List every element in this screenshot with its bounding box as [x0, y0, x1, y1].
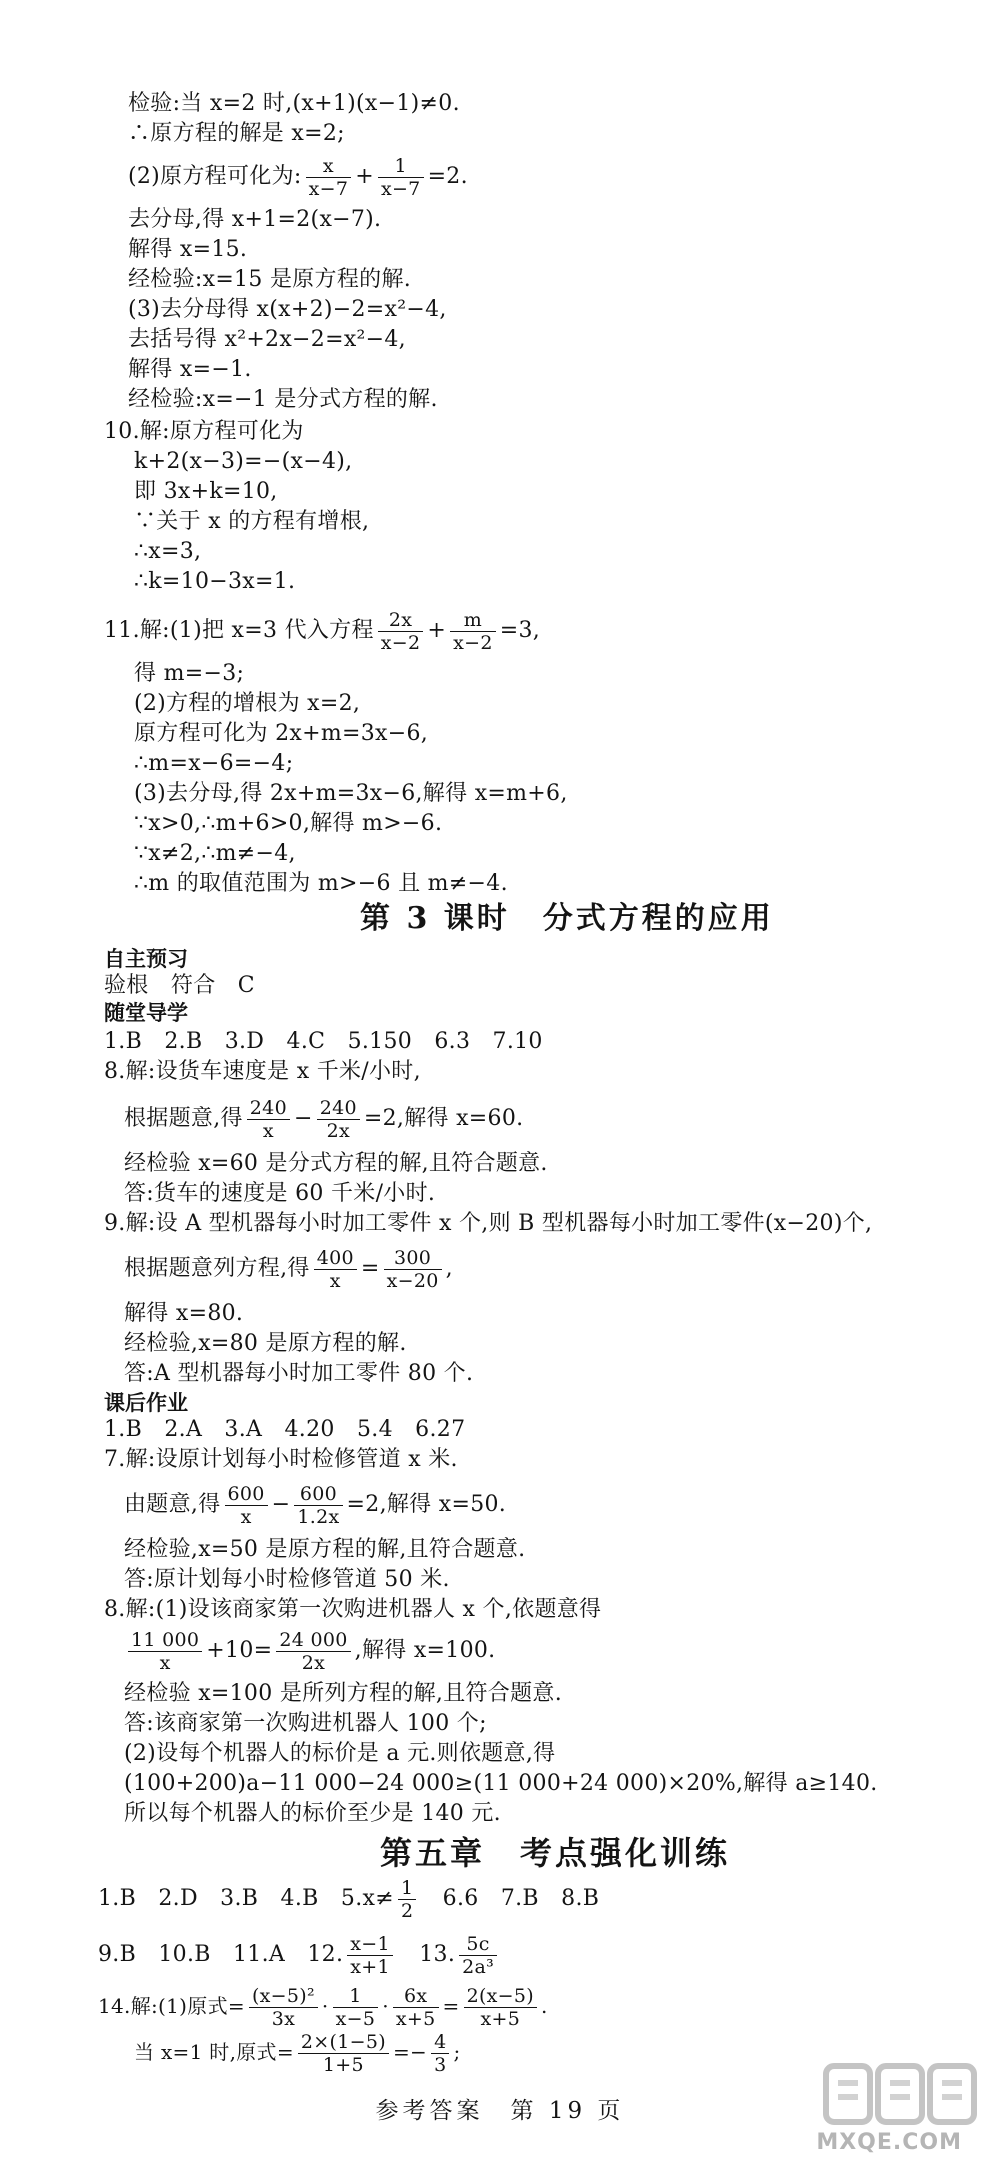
text-line: 1.B 2.B 3.D 4.C 5.150 6.3 7.10: [104, 1029, 543, 1054]
fraction: $\frac{m}{x-2}$: [450, 609, 496, 654]
text-line: 1.B 2.A 3.A 4.20 5.4 6.27: [104, 1417, 466, 1442]
text-line: 1.B 2.D 3.B 4.B 5.x≠ $\frac{1}{2}$ 6.6 7.B 8.B: [98, 1876, 600, 1922]
text-line: 11.解:(1)把 x=3 代入方程 $\frac{2x}{x-2}$ + $\frac{m}{x-2}$ =3,: [104, 608, 541, 654]
text-line: 去括号得 x²+2x−2=x²−4,: [128, 327, 406, 352]
text-line: 答:该商家第一次购进机器人 100 个;: [124, 1711, 487, 1736]
fraction: $\frac{5c}{\text{2a³}}$: [459, 1933, 497, 1978]
text-line: 经检验:x=−1 是分式方程的解.: [128, 387, 438, 412]
section-title: 第 3 课时 分式方程的应用: [360, 901, 774, 936]
text-line: (2)原方程可化为: $\frac{x}{x-7}$ + $\frac{1}{x-7}$ =2.: [128, 154, 468, 200]
fraction: $\frac{1}{x-5}$: [333, 1985, 379, 2030]
text-line: 14.解:(1)原式= $\frac{\text{(x−5)²}}{3x}$ · $\frac{1}{x-5}$ · $\frac{6x}{x+5}$ = $\frac{2(x-5)}{x+5}$ .: [98, 1985, 548, 2030]
fraction: $\frac{240}{2x}$: [317, 1097, 360, 1142]
text-line: 10.解:原方程可化为: [104, 419, 304, 444]
text-line: (3)去分母,得 2x+m=3x−6,解得 x=m+6,: [134, 781, 568, 806]
text-line: 经检验 x=60 是分式方程的解,且符合题意.: [124, 1151, 548, 1176]
text-line: 得 m=−3;: [134, 661, 245, 686]
text-line: (100+200)a−11 000−24 000≥(11 000+24 000)×20%,解得 a≥140.: [124, 1771, 878, 1796]
fraction: $\frac{6x}{x+5}$: [393, 1985, 439, 2030]
fraction: $\frac{2(x-5)}{x+5}$: [464, 1985, 537, 2030]
text-line: 解得 x=80.: [124, 1301, 244, 1326]
fraction: $\frac{x}{x-7}$: [306, 155, 352, 200]
fraction: $\frac{1}{x-7}$: [378, 155, 424, 200]
fraction: $\frac{11 000}{x}$: [128, 1629, 202, 1674]
fraction: $\frac{300}{x-20}$: [384, 1247, 442, 1292]
text-line: 经检验,x=50 是原方程的解,且符合题意.: [124, 1537, 526, 1562]
text-line: 8.解:设货车速度是 x 千米/小时,: [104, 1059, 421, 1084]
chapter-title: 第五章 考点强化训练: [380, 1834, 731, 1872]
text-line: 答:原计划每小时检修管道 50 米.: [124, 1567, 450, 1592]
text-line: ∴原方程的解是 x=2;: [128, 121, 345, 146]
fraction: $\frac{400}{x}$: [314, 1247, 357, 1292]
text-line: 当 x=1 时,原式= $\frac{2\times(1-5)}{1+5}$ =− $\frac{4}{3}$ ;: [134, 2031, 461, 2076]
text-line: 9.B 10.B 11.A 12. $\frac{x-1}{x+1}$ 13. $\frac{5c}{\text{2a³}}$: [98, 1930, 501, 1980]
text-line: ∵x>0,∴m+6>0,解得 m>−6.: [134, 811, 443, 836]
text-line: 9.解:设 A 型机器每小时加工零件 x 个,则 B 型机器每小时加工零件(x−20)个,: [104, 1211, 873, 1236]
text-line: 原方程可化为 2x+m=3x−6,: [134, 721, 429, 746]
text-line: ∴m 的取值范围为 m>−6 且 m≠−4.: [134, 871, 508, 896]
section-label: 自主预习: [104, 946, 188, 971]
text-line: 8.解:(1)设该商家第一次购进机器人 x 个,依题意得: [104, 1597, 602, 1622]
fraction: $\frac{600}{x}$: [225, 1483, 268, 1528]
text-line: 去分母,得 x+1=2(x−7).: [128, 207, 382, 232]
text-line: 答:货车的速度是 60 千米/小时.: [124, 1181, 436, 1206]
text-line: 检验:当 x=2 时,(x+1)(x−1)≠0.: [128, 91, 460, 116]
section-label: 课后作业: [104, 1390, 188, 1415]
text-line: 根据题意列方程,得 $\frac{400}{x}$ = $\frac{300}{x-20}$ ,: [124, 1246, 453, 1292]
text-line: 所以每个机器人的标价至少是 140 元.: [124, 1801, 501, 1826]
text-line: 解得 x=15.: [128, 237, 248, 262]
text-line: 7.解:设原计划每小时检修管道 x 米.: [104, 1447, 458, 1472]
text-line: 解得 x=−1.: [128, 357, 252, 382]
text-line: (3)去分母得 x(x+2)−2=x²−4,: [128, 297, 447, 322]
fraction: $\frac{2\times(1-5)}{1+5}$: [298, 2031, 389, 2076]
text-line: 答:A 型机器每小时加工零件 80 个.: [124, 1361, 474, 1386]
text-line: ∵x≠2,∴m≠−4,: [134, 841, 296, 866]
text-line: 由题意,得 $\frac{600}{x}$ − $\frac{600}{1.2x}$ =2,解得 x=50.: [124, 1482, 507, 1528]
text-line: $\frac{11 000}{x}$ +10= $\frac{24 000}{2x}$ ,解得 x=100.: [124, 1626, 495, 1676]
text-line: 经检验,x=80 是原方程的解.: [124, 1331, 407, 1356]
fraction: $\frac{2x}{x-2}$: [378, 609, 424, 654]
text-line: 经检验 x=100 是所列方程的解,且符合题意.: [124, 1681, 563, 1706]
fraction: $\frac{x-1}{x+1}$: [347, 1933, 393, 1978]
fraction: $\frac{4}{3}$: [431, 2031, 449, 2076]
text-line: 即 3x+k=10,: [134, 479, 278, 504]
fraction: $\frac{600}{1.2x}$: [294, 1483, 342, 1528]
text-line: (2)设每个机器人的标价是 a 元.则依题意,得: [124, 1741, 556, 1766]
fraction: $\frac{\text{(x−5)²}}{3x}$: [249, 1985, 318, 2030]
text-line: 经检验:x=15 是原方程的解.: [128, 267, 412, 292]
fraction: $\frac{240}{x}$: [247, 1097, 290, 1142]
watermark-text: MXQE.COM: [816, 2130, 962, 2155]
text-line: ∴m=x−6=−4;: [134, 751, 294, 776]
text-line: 验根 符合 C: [104, 973, 255, 998]
text-line: k+2(x−3)=−(x−4),: [134, 449, 353, 474]
page-footer: 参考答案 第 19 页: [375, 2098, 625, 2124]
section-label: 随堂导学: [104, 1000, 188, 1025]
text-line: 根据题意,得 $\frac{240}{x}$ − $\frac{240}{2x}$ =2,解得 x=60.: [124, 1096, 524, 1142]
fraction: $\frac{24 000}{2x}$: [276, 1629, 350, 1674]
text-line: ∴k=10−3x=1.: [134, 569, 296, 594]
text-line: ∵关于 x 的方程有增根,: [134, 509, 370, 534]
text-line: ∴x=3,: [134, 539, 202, 564]
fraction: $\frac{1}{2}$: [398, 1877, 416, 1922]
text-line: (2)方程的增根为 x=2,: [134, 691, 361, 716]
